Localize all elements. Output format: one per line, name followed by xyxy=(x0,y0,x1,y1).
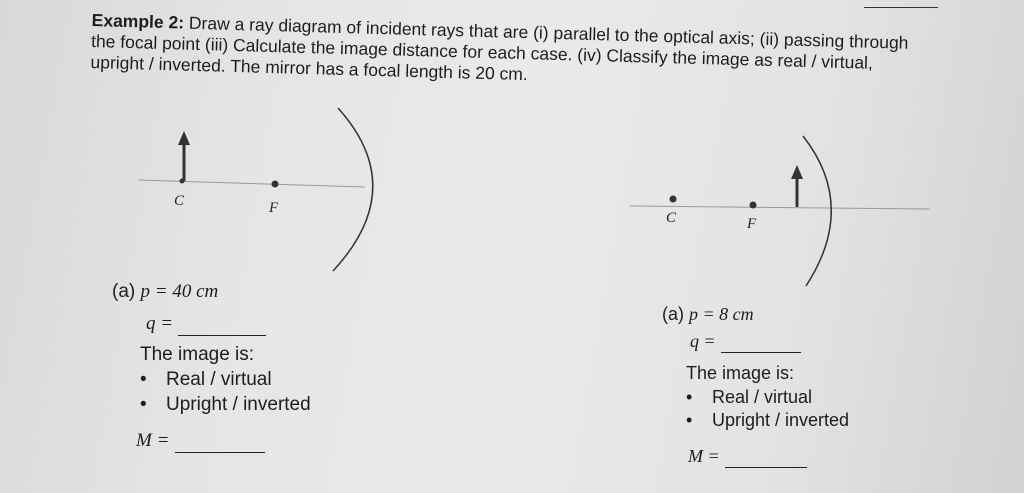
right-point-f xyxy=(750,202,757,209)
right-option-real-virtual xyxy=(686,387,812,408)
right-m-blank[interactable] xyxy=(725,446,807,468)
right-q-line xyxy=(690,331,801,353)
bullet-dot: • xyxy=(140,394,147,415)
left-q-label: q = xyxy=(146,313,174,334)
left-option-real-virtual xyxy=(140,369,272,391)
right-label-c: C xyxy=(666,210,677,226)
left-option-upright-inverted xyxy=(140,394,311,416)
bullet-dot: • xyxy=(686,387,693,407)
right-p-expression: p = 8 cm xyxy=(689,304,754,324)
right-option-upright-inverted xyxy=(686,410,849,431)
right-part-label: (a) xyxy=(662,304,684,324)
left-concave-mirror xyxy=(333,108,373,271)
right-option2-text: Upright / inverted xyxy=(712,410,850,430)
left-point-f xyxy=(272,181,279,188)
right-p-value xyxy=(662,304,754,325)
left-m-blank[interactable] xyxy=(175,430,265,453)
right-label-f: F xyxy=(747,216,757,232)
left-point-c xyxy=(180,179,185,184)
left-object-arrow-head xyxy=(178,131,190,145)
left-option1-text: Real / virtual xyxy=(166,369,272,390)
bullet-dot: • xyxy=(686,410,693,430)
right-optical-axis xyxy=(630,206,930,209)
left-optical-axis xyxy=(138,180,365,187)
right-diagram xyxy=(630,136,930,286)
right-m-line xyxy=(688,446,807,468)
left-q-line xyxy=(146,313,266,336)
right-q-label: q = xyxy=(690,331,716,351)
left-label-c: C xyxy=(174,193,185,209)
right-option1-text: Real / virtual xyxy=(712,387,813,407)
left-diagram xyxy=(138,108,373,271)
left-label-f: F xyxy=(269,200,279,216)
right-concave-mirror xyxy=(803,136,831,286)
left-p-value xyxy=(112,281,218,303)
right-image-is: The image is: xyxy=(686,363,795,383)
left-option2-text: Upright / inverted xyxy=(166,394,311,415)
example-title: Example 2: xyxy=(91,10,185,33)
left-part-label: (a) xyxy=(112,281,136,302)
left-image-is: The image is: xyxy=(140,344,255,365)
bullet-dot: • xyxy=(140,369,147,390)
right-point-c xyxy=(670,196,677,203)
right-q-blank[interactable] xyxy=(721,331,801,353)
problem-text: Draw a ray diagram of incident rays that are (i) parallel to the optical axis; (ii) passing through the focal point (iii) Calculate the image distance for each case. (iv) Classify the image as real / virtual, upright / inverted. The mirror has a focal length is 20 cm. xyxy=(90,12,909,85)
left-m-label: M = xyxy=(136,430,170,451)
right-m-label: M = xyxy=(688,446,720,466)
left-m-line xyxy=(136,430,265,453)
left-p-expression: p = 40 cm xyxy=(140,281,219,302)
right-object-arrow-head xyxy=(791,165,803,179)
left-q-blank[interactable] xyxy=(178,313,266,336)
